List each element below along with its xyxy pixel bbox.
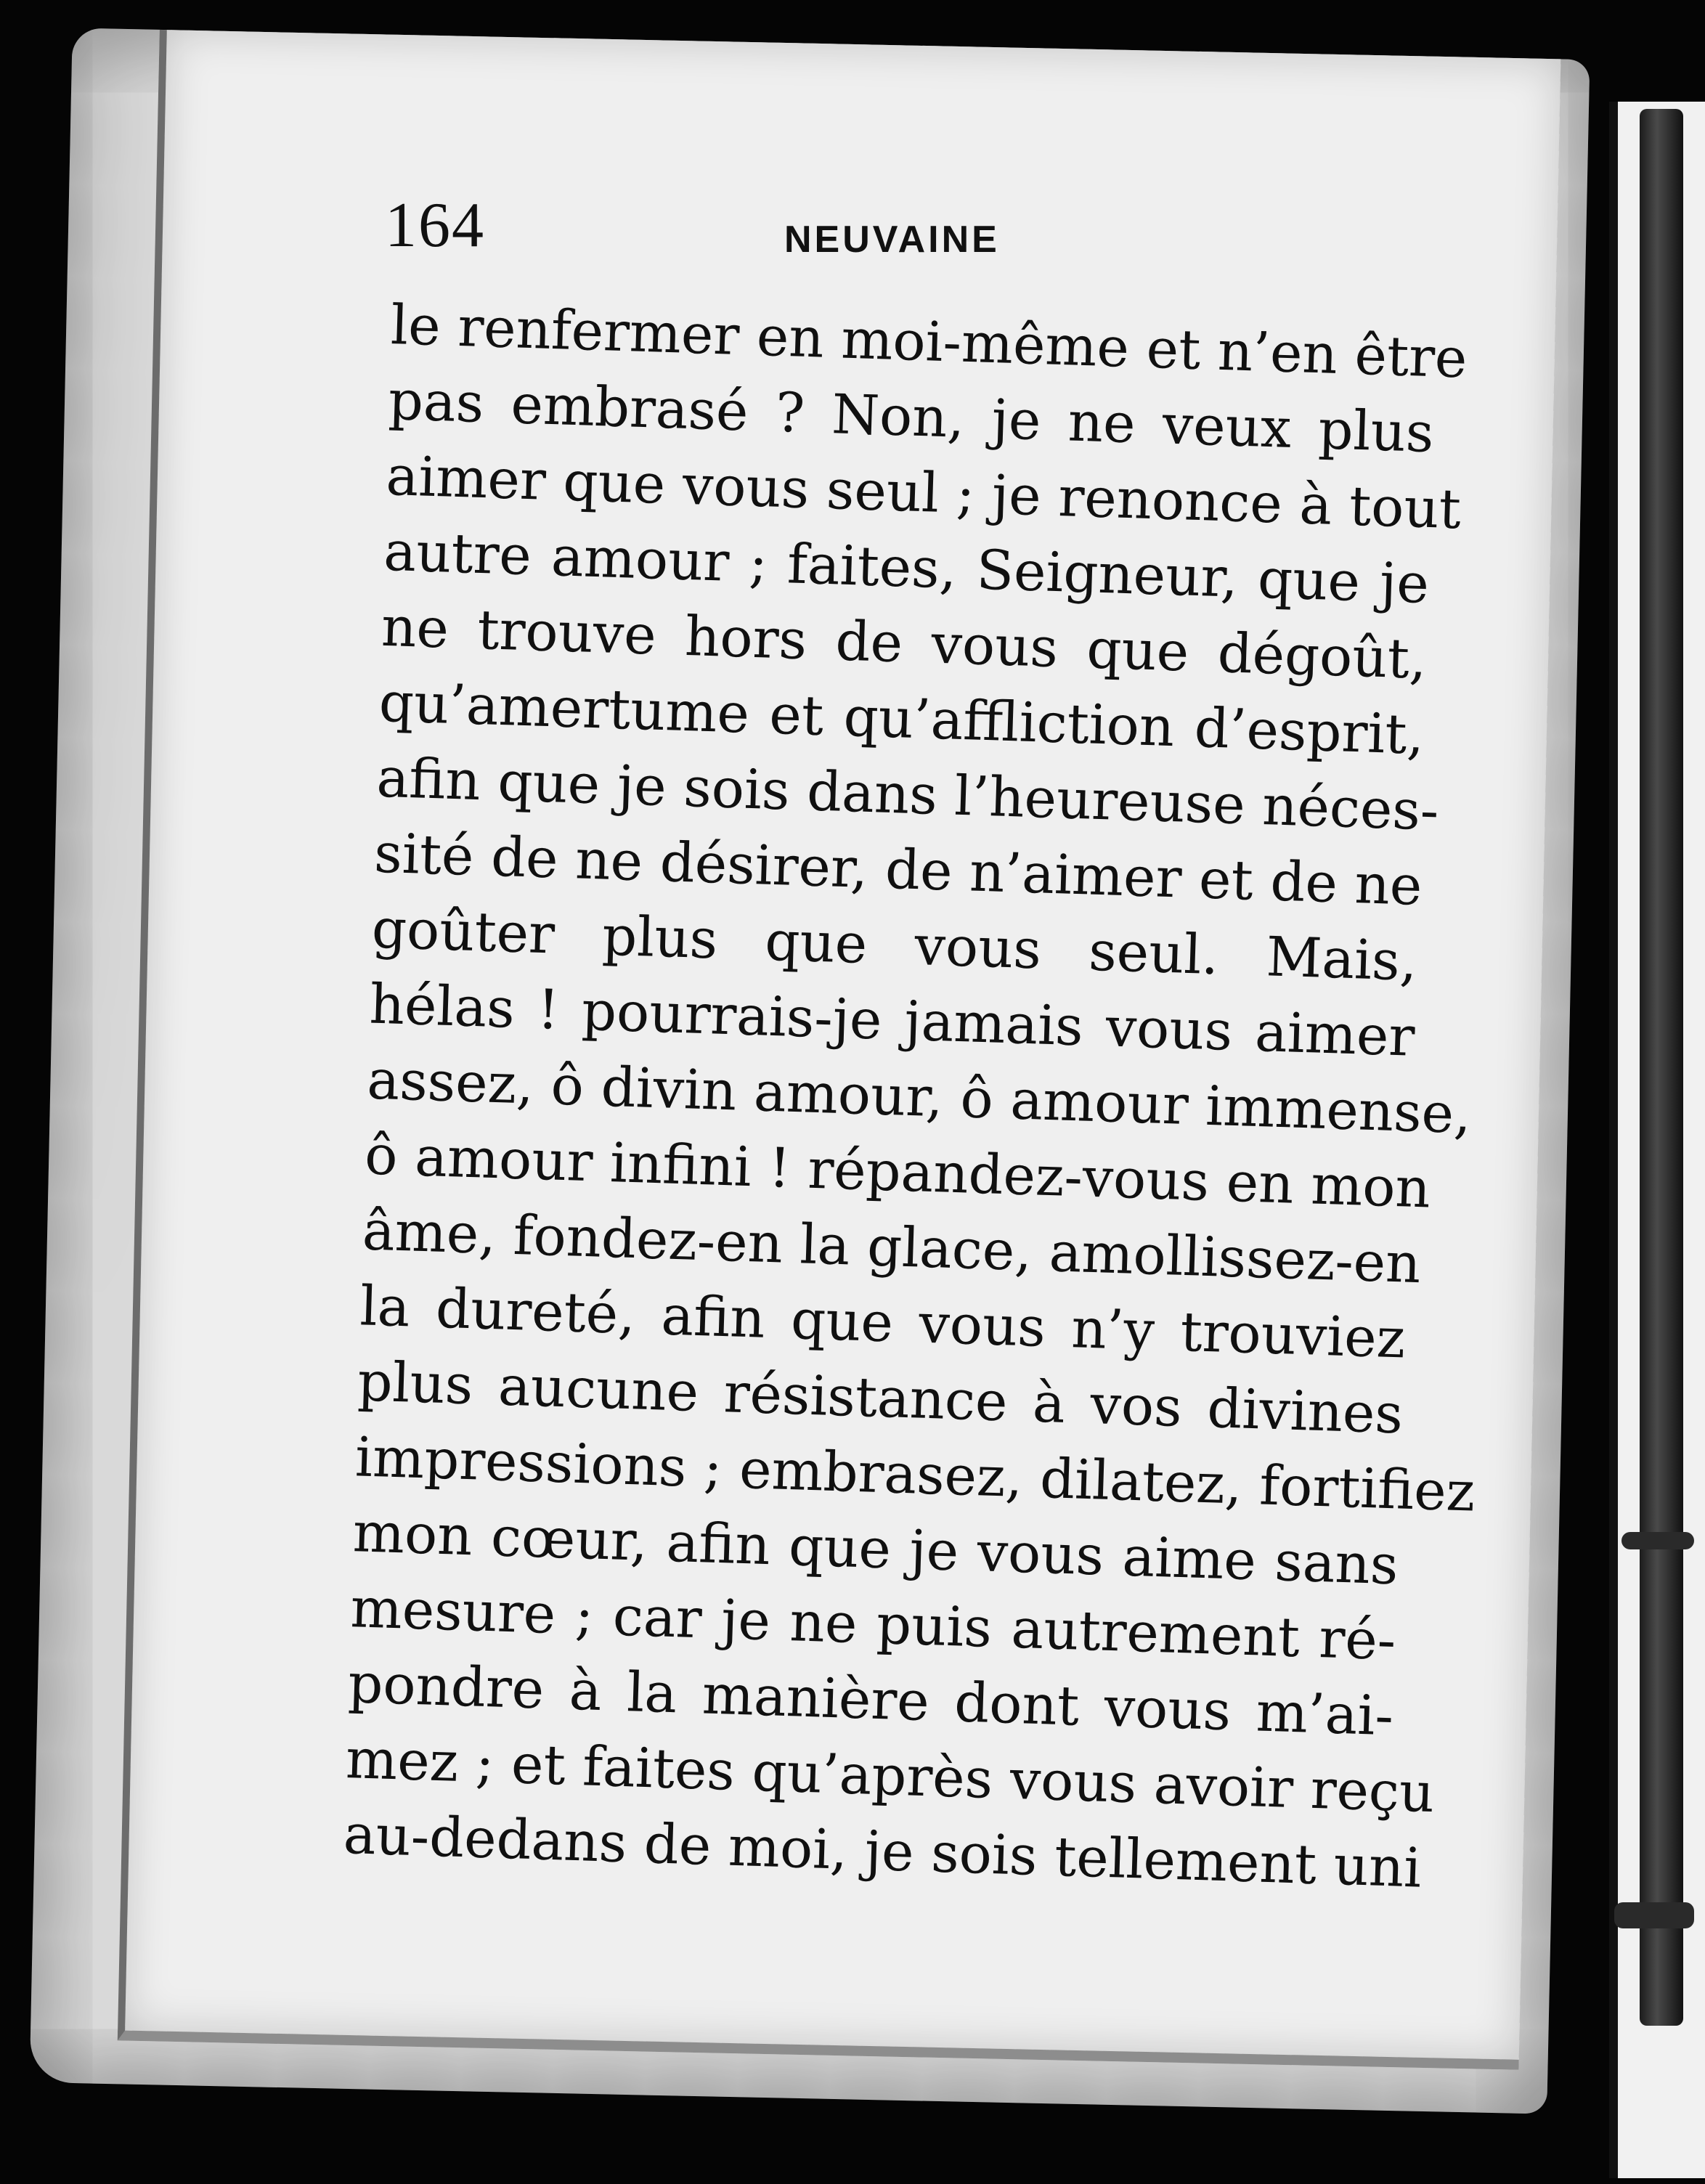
book-binding (1640, 109, 1683, 2026)
text-line: assez, ô divin amour, ô amour immense, (366, 1047, 1473, 1146)
running-title: NEUVAINE (784, 219, 1000, 261)
text-line: plus aucune résistance à vos divines (357, 1349, 1404, 1446)
binding-thread-mark (1621, 1532, 1694, 1549)
text-line: qu’amertume et qu’affliction d’esprit, (378, 669, 1425, 767)
text-line: pondre à la manière dont vous m’ai- (347, 1651, 1395, 1748)
text-line: sité de ne désirer, de n’aimer et de ne (373, 820, 1423, 918)
text-line: la dureté, afin que vous n’y trouviez (359, 1274, 1407, 1371)
text-line: mesure ; car je ne puis autrement ré- (349, 1576, 1397, 1673)
text-line: âme, fondez-en la glace, amollissez-en (361, 1198, 1422, 1296)
text-line: pas embrasé ? Non, je ne veux plus (387, 367, 1435, 465)
text-line: aimer que vous seul ; je renonce à tout (385, 443, 1462, 542)
text-line: impressions ; embrasez, dilatez, fortifiez (354, 1425, 1476, 1524)
text-line: afin que je sois dans l’heureuse néces- (375, 745, 1440, 843)
text-line: mon cœur, afin que je vous aime sans (351, 1500, 1399, 1597)
text-line: mez ; et faites qu’après vous avoir reçu (344, 1727, 1436, 1825)
text-line: autre amour ; faites, Seigneur, que je (383, 518, 1431, 616)
page-header (290, 138, 1394, 261)
text-line: ne trouve hors de vous que dégoût, (380, 594, 1428, 691)
text-line: ô amour infini ! répandez-vous en mon (364, 1122, 1432, 1221)
page-number: 164 (385, 190, 485, 261)
text-line: au-dedans de moi, je sois tellement uni (342, 1801, 1423, 1900)
text-line: hélas ! pourrais-je jamais vous aimer (368, 971, 1416, 1069)
body-text (342, 287, 1476, 1904)
binding-thread-mark (1614, 1902, 1694, 1928)
text-line: le renfermer en moi-même et n’en être (389, 292, 1468, 391)
text-line: goûter plus que vous seul. Mais, (370, 896, 1418, 993)
